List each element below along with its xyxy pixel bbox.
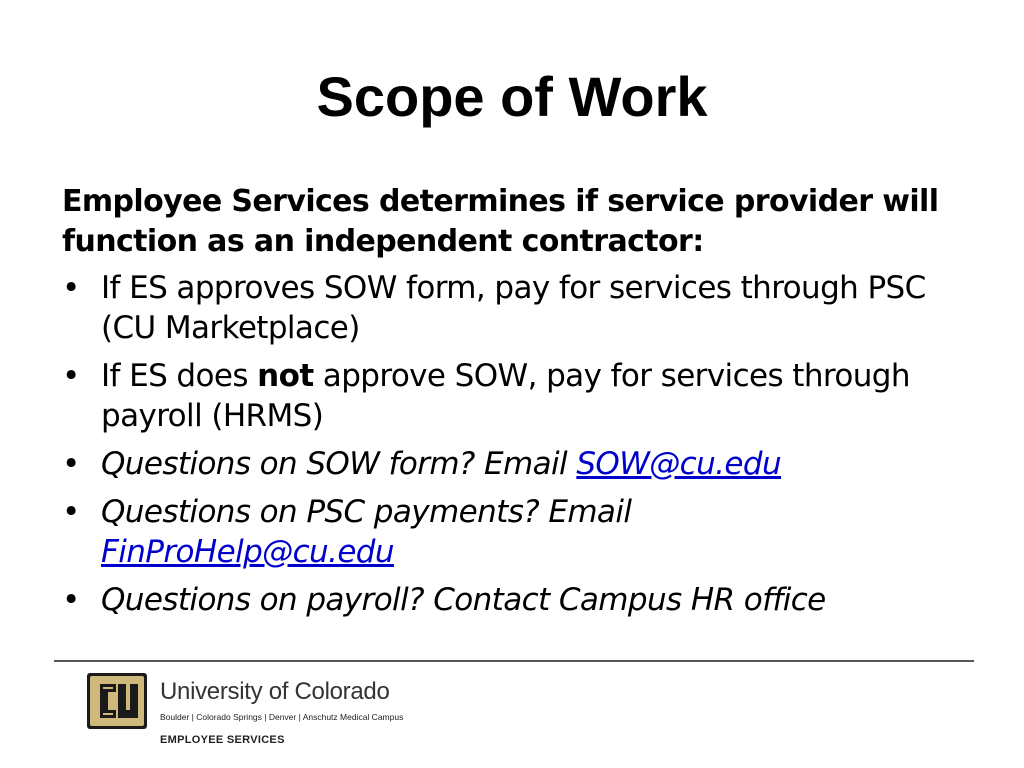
campus-list: Boulder | Colorado Springs | Denver | Anschutz Medical Campus	[160, 712, 404, 722]
bullet-icon: •	[62, 582, 80, 618]
footer-branding	[86, 672, 426, 752]
list-item	[62, 268, 962, 348]
list-item-text: If ES approves SOW form, pay for services through PSC (CU Marketplace)	[101, 270, 926, 346]
bullet-list	[62, 268, 962, 620]
department-name: EMPLOYEE SERVICES	[160, 734, 285, 746]
list-item-text-before: If ES does	[101, 358, 258, 394]
finprohelp-email-link[interactable]: FinProHelp@cu.edu	[101, 534, 394, 570]
list-item-text: Questions on payroll? Contact Campus HR office	[101, 582, 826, 618]
slide-title: Scope of Work	[316, 65, 708, 128]
footer-divider	[54, 660, 974, 662]
intro-text: Employee Services determines if service provider will function as an independent contractor:	[62, 184, 939, 259]
university-name: University of Colorado	[160, 678, 390, 705]
list-item-emphasis: not	[257, 358, 314, 394]
bullet-icon: •	[62, 358, 80, 394]
bullet-icon: •	[62, 270, 80, 306]
list-item	[62, 444, 962, 484]
list-item	[62, 580, 962, 620]
list-item	[62, 492, 962, 572]
list-item	[62, 356, 962, 436]
list-item-text-after: approve SOW, pay for services through payroll (HRMS)	[101, 358, 910, 434]
list-item-text: Questions on PSC payments? Email	[101, 494, 632, 530]
cu-logo-icon	[86, 672, 148, 730]
sow-email-link[interactable]: SOW@cu.edu	[576, 446, 781, 482]
slide-body	[62, 182, 962, 628]
bullet-icon: •	[62, 494, 80, 530]
bullet-icon: •	[62, 446, 80, 482]
list-item-text: Questions on SOW form? Email	[101, 446, 577, 482]
